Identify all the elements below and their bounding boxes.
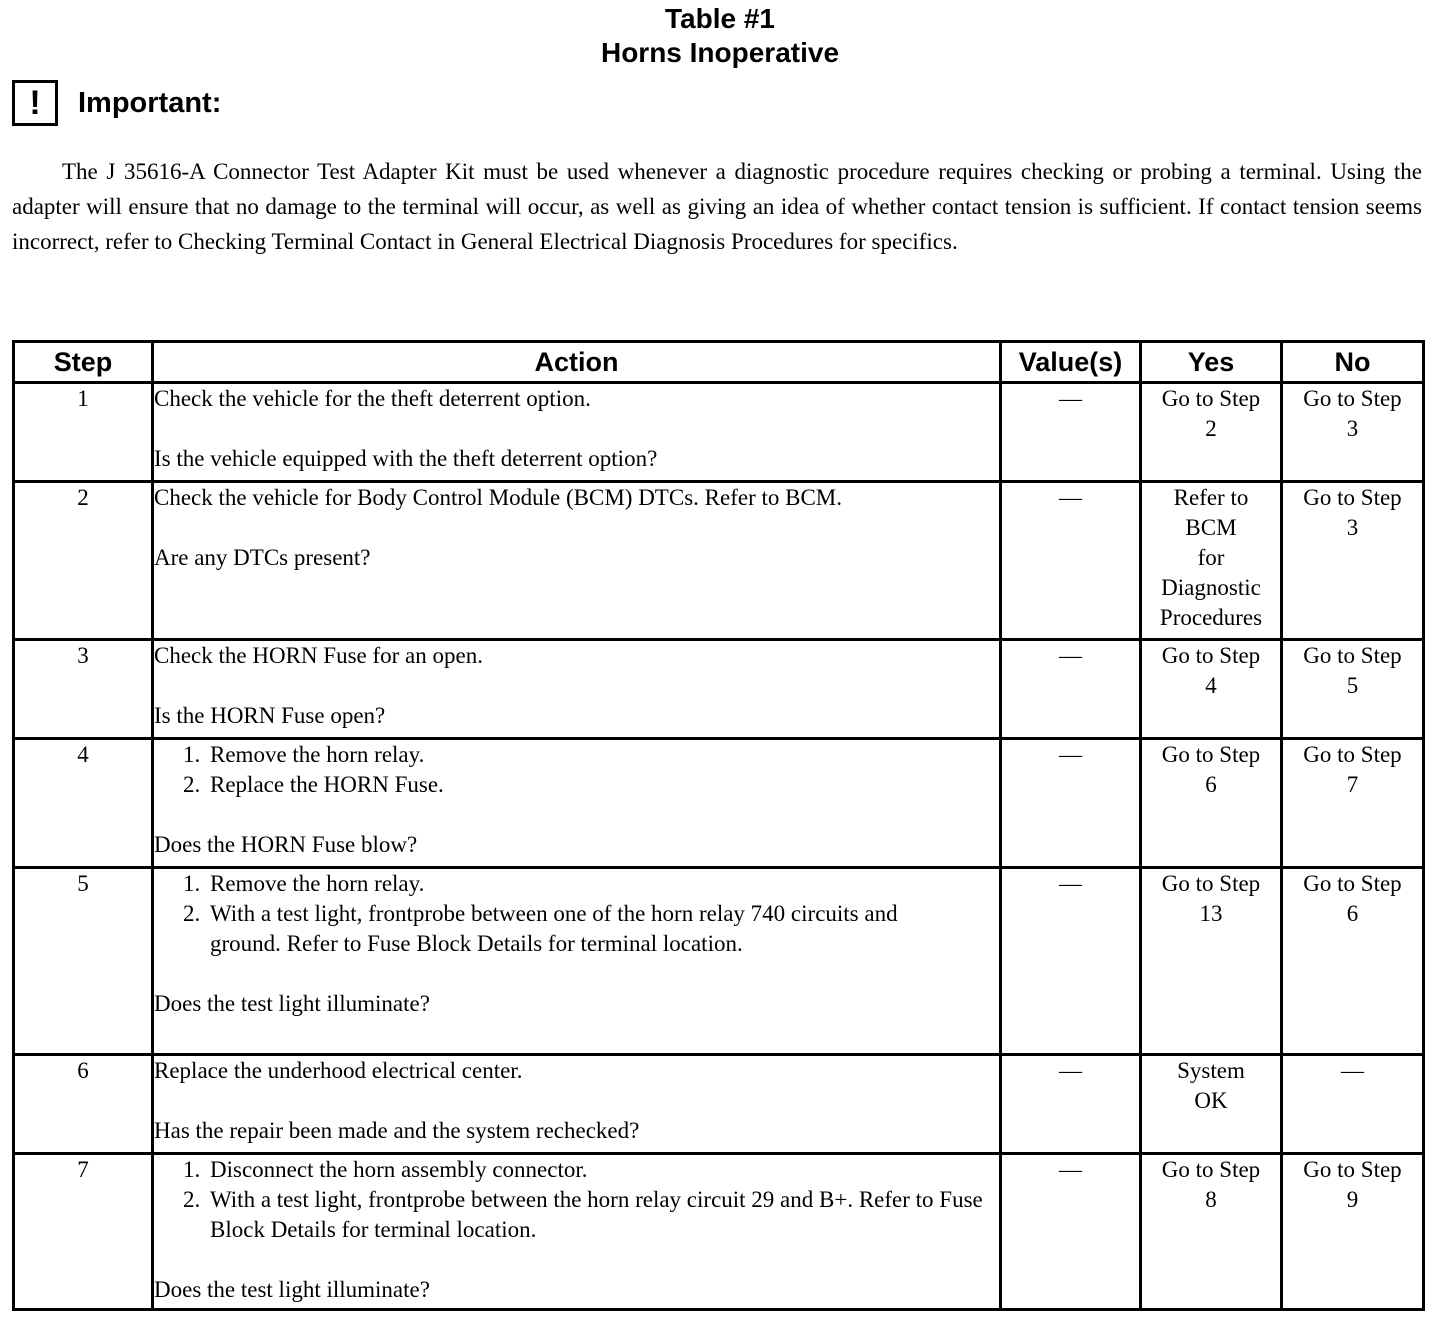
value-cell: —: [1001, 1055, 1141, 1154]
action-cell: [153, 640, 1001, 739]
table-number: Table #1: [665, 3, 775, 34]
yes-cell: [1141, 1154, 1282, 1310]
header-values: Value(s): [1001, 342, 1141, 383]
header-action: Action: [153, 342, 1001, 383]
action-list: [154, 869, 999, 959]
step-number: 4: [14, 739, 153, 868]
table-title: Horns Inoperative: [600, 37, 840, 68]
no-line: 3: [1346, 416, 1359, 441]
table-row: [14, 1154, 1424, 1310]
important-text: The J 35616-A Connector Test Adapter Kit must be used whenever a diagnostic procedure requires checking or probing a terminal. Using the adapter will ensure that no damage to the terminal will occur, as well as giving an idea of whether contact tension is sufficient. If contact tension seems incorrect, refer to Checking Terminal Contact in General Electrical Diagnosis Procedures for specifics.: [12, 159, 1422, 254]
no-line: 9: [1346, 1187, 1359, 1212]
yes-line: Go to Step: [1161, 1157, 1261, 1182]
no-line: Go to Step: [1303, 742, 1402, 767]
no-cell: [1282, 1154, 1424, 1310]
no-cell: [1282, 383, 1424, 482]
header-no: No: [1282, 342, 1424, 383]
step-number: 6: [14, 1055, 153, 1154]
step-number: 1: [14, 383, 153, 482]
no-line: Go to Step: [1303, 485, 1402, 510]
yes-line: 13: [1199, 901, 1223, 926]
action-text: Replace the underhood electrical center.: [154, 1058, 523, 1083]
no-line: 5: [1346, 673, 1359, 698]
yes-cell: [1141, 868, 1282, 1055]
header-yes: Yes: [1141, 342, 1282, 383]
yes-line: 4: [1205, 673, 1217, 698]
yes-line: OK: [1194, 1088, 1228, 1113]
important-callout: [12, 78, 221, 128]
step-number: 5: [14, 868, 153, 1055]
no-line: Go to Step: [1303, 643, 1402, 668]
step-number: 3: [14, 640, 153, 739]
action-question: Does the test light illuminate?: [154, 1277, 430, 1302]
action-cell: [153, 482, 1001, 640]
header-step: Step: [14, 342, 153, 383]
action-list-item: 2. Replace the HORN Fuse.: [206, 770, 999, 800]
important-label: Important:: [78, 86, 222, 119]
no-line: 7: [1346, 772, 1359, 797]
yes-cell: [1141, 640, 1282, 739]
action-text: Check the vehicle for Body Control Module (BCM) DTCs. Refer to BCM.: [154, 485, 843, 510]
yes-line: Refer to: [1173, 485, 1249, 510]
no-cell: [1282, 739, 1424, 868]
action-list: [154, 1155, 999, 1245]
exclamation-icon: !: [12, 80, 58, 126]
yes-line: System: [1177, 1058, 1245, 1083]
yes-line: Go to Step: [1161, 742, 1261, 767]
action-question: Does the test light illuminate?: [154, 991, 430, 1016]
action-text: Check the HORN Fuse for an open.: [154, 643, 483, 668]
step-number: 7: [14, 1154, 153, 1310]
table-row: [14, 482, 1424, 640]
action-cell: [153, 868, 1001, 1055]
value-cell: —: [1001, 868, 1141, 1055]
action-question: Does the HORN Fuse blow?: [154, 832, 418, 857]
action-list-item: 1. Disconnect the horn assembly connector.: [206, 1155, 999, 1185]
action-list-item: 2. With a test light, frontprobe between the horn relay circuit 29 and B+. Refer to Fuse Block Details for terminal location.: [206, 1185, 999, 1245]
action-list-item: 1. Remove the horn relay.: [206, 869, 939, 899]
yes-line: Diagnostic: [1161, 575, 1261, 600]
yes-cell: [1141, 482, 1282, 640]
table-row: [14, 383, 1424, 482]
yes-line: Procedures: [1159, 605, 1263, 630]
no-line: Go to Step: [1303, 386, 1402, 411]
no-cell: [1282, 1055, 1424, 1154]
table-row: [14, 739, 1424, 868]
no-line: Go to Step: [1303, 871, 1402, 896]
yes-cell: [1141, 739, 1282, 868]
yes-line: 2: [1205, 416, 1217, 441]
no-cell: [1282, 640, 1424, 739]
step-number: 2: [14, 482, 153, 640]
action-question: Is the vehicle equipped with the theft deterrent option?: [154, 446, 658, 471]
no-line: Go to Step: [1303, 1157, 1402, 1182]
yes-line: 8: [1205, 1187, 1217, 1212]
table-row: [14, 640, 1424, 739]
action-cell: [153, 739, 1001, 868]
action-text: Check the vehicle for the theft deterrent option.: [154, 386, 591, 411]
no-line: 6: [1346, 901, 1359, 926]
diagnostic-table: [12, 340, 1425, 1311]
value-cell: —: [1001, 739, 1141, 868]
no-line: —: [1341, 1058, 1364, 1083]
action-cell: [153, 1055, 1001, 1154]
action-cell: [153, 1154, 1001, 1310]
yes-line: Go to Step: [1161, 643, 1261, 668]
value-cell: —: [1001, 383, 1141, 482]
no-line: 3: [1346, 515, 1359, 540]
action-question: Is the HORN Fuse open?: [154, 703, 386, 728]
action-question: Has the repair been made and the system rechecked?: [154, 1118, 640, 1143]
no-cell: [1282, 868, 1424, 1055]
table-header-row: [14, 342, 1424, 383]
yes-line: Go to Step: [1161, 871, 1261, 896]
yes-line: Go to Step: [1161, 386, 1261, 411]
table-row: [14, 1055, 1424, 1154]
yes-cell: [1141, 383, 1282, 482]
value-cell: —: [1001, 1154, 1141, 1310]
table-row: [14, 868, 1424, 1055]
yes-line: 6: [1205, 772, 1217, 797]
value-cell: —: [1001, 482, 1141, 640]
action-list: [154, 740, 999, 800]
no-cell: [1282, 482, 1424, 640]
action-question: Are any DTCs present?: [154, 545, 371, 570]
yes-line: BCM: [1185, 515, 1237, 540]
action-cell: [153, 383, 1001, 482]
yes-cell: [1141, 1055, 1282, 1154]
action-list-item: 2. With a test light, frontprobe between one of the horn relay 740 circuits and ground. Refer to Fuse Block Details for terminal location.: [206, 899, 939, 959]
yes-line: for: [1197, 545, 1225, 570]
action-list-item: 1. Remove the horn relay.: [206, 740, 999, 770]
value-cell: —: [1001, 640, 1141, 739]
document-title: [0, 2, 1440, 70]
